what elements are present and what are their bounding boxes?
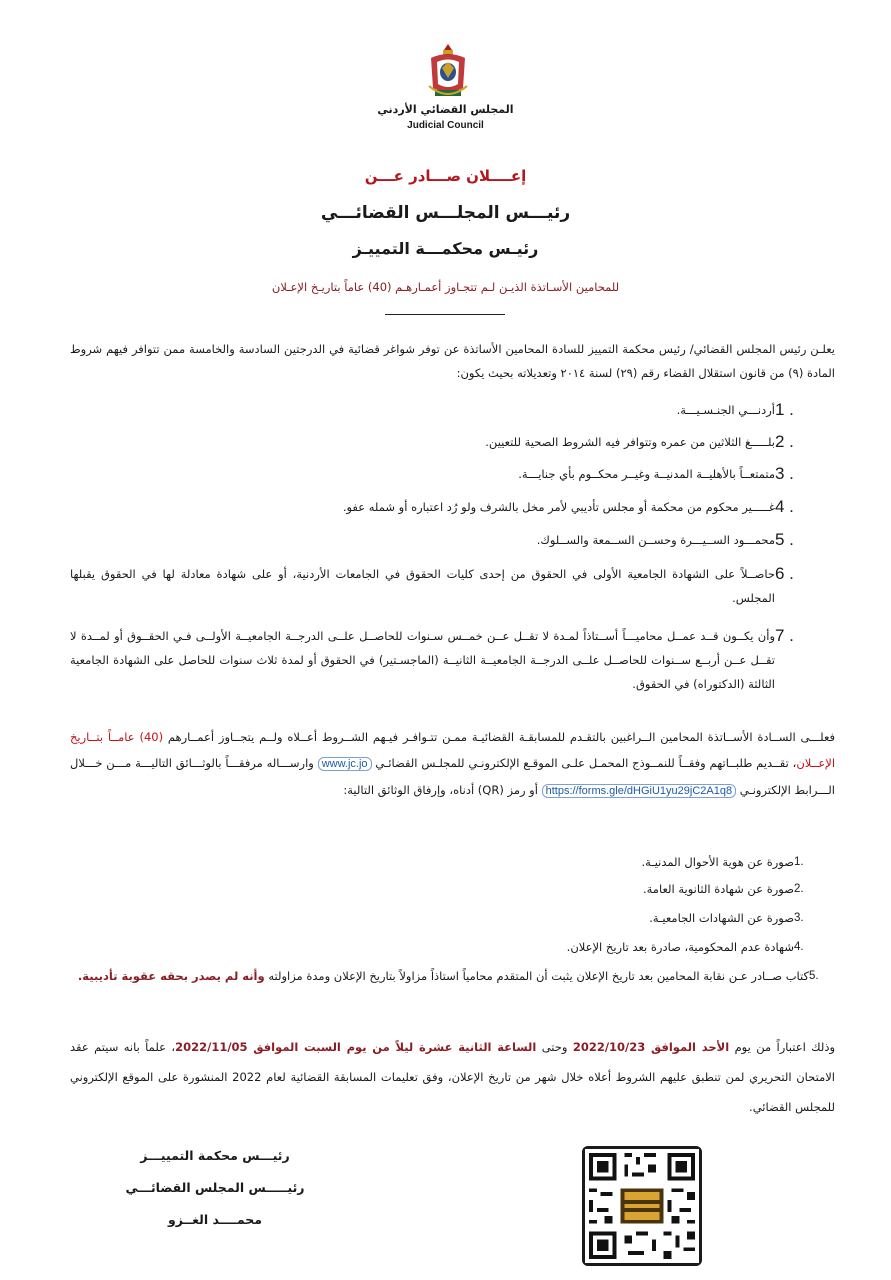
notice-text: فعلـــى الســادة الأســاتذة المحامين الــراغبين بالتقـدم للمسابقـة القضائيـة ممـن تتـوافـر فيـهم الشــروط أعــلاه ولــم يتجــاوز أعمــارهم [167,730,836,744]
document-item [70,905,820,931]
document-text: صورة عن هوية الأحوال المدنيـة. [641,855,794,869]
condition-item [70,398,805,422]
application-notice [70,724,835,804]
condition-number: 1 . [775,400,794,419]
condition-number: 3 . [775,464,794,483]
condition-text: بلـــــغ الثلاثين من عمره وتتوافر فيه الشروط الصحية للتعيين. [485,435,775,449]
document-number: 2. [794,883,804,895]
document-item [62,963,835,989]
condition-number: 4 . [775,497,794,516]
condition-number: 2 . [775,432,794,451]
qr-code-icon [585,1149,699,1263]
condition-number: 5 . [775,530,794,549]
document-text: شهادة عدم المحكومية، صادرة بعد تاريخ الإعلان. [566,940,794,954]
condition-text: غـــــير محكوم من محكمة أو مجلس تأديبي لأمر مخل بالشرف ولو رُد اعتباره أو شمله عفو. [342,500,775,514]
condition-number: 7 . [775,626,794,645]
divider [385,314,505,315]
notice-text: وارســـاله مرفقـــاً بالوثـــائق التاليـــة مـــن خـــلال الـــرابط الإلكترونـي [70,756,835,797]
closing-text: وذلك اعتباراً من يوم [734,1040,836,1054]
condition-text: متمتعــاً بالأهليــة المدنيــة وغيــر محكــوم بأي جنايـــة. [518,467,775,481]
document-text: صورة عن الشهادات الجامعيـة. [649,911,794,925]
closing-paragraph [70,1032,835,1122]
document-number: 4. [794,941,804,953]
signature-name: محمــــد الغــزو [168,1212,262,1227]
issuer-title-council: رئيـــس المجلـــس القضائـــي [320,203,571,223]
document-number: 3. [794,912,804,924]
document-item [70,934,820,960]
announcement-subtitle: للمحامين الأسـاتذة الذيـن لـم تتجـاوز أعمـارهـم (40) عاماً بتاريـخ الإعـلان [271,280,620,294]
closing-text: وحتى [541,1040,568,1054]
document-item [70,849,820,875]
council-name-arabic: المجلس القضائي الأردني [377,103,514,116]
age-limit-highlight: (40) عامــاً بتــاريخ الإعــلان [70,730,836,770]
notice-text: ، تقــديم طلبــاتهم وفقــاً للنمــوذج المحمـل علـى الموقـع الإلكترونـي للمجلـس القضائـي [375,756,797,770]
end-date-highlight: الساعة الثانية عشرة ليلاً من يوم السبت الموافق 2022/11/05 [175,1040,537,1054]
document-number: 5. [809,970,819,982]
start-date-highlight: الأحد الموافق 2022/10/23 [572,1040,730,1054]
document-text: صورة عن شهادة الثانوية العامة. [642,882,794,896]
no-disciplinary-penalty-clause: وأنه لم يصدر بحقه عقوبة تأديبية. [77,969,265,983]
condition-text: محمـــود الســيـــرة وحســن الســمعة والســلوك. [536,533,775,547]
qr-code[interactable] [582,1146,702,1266]
condition-item [70,562,805,610]
condition-item [70,430,805,454]
document-item [70,876,820,902]
council-name-english: Judicial Council [407,120,484,131]
website-link[interactable]: www.jc.jo [318,757,372,771]
notice-text: أو رمز (QR) أدناه، وإرفاق الوثائق التالية: [343,783,538,797]
condition-text: وأن يكــون قــد عمــل محاميـــاً أســتاذاً لمـدة لا تقــل عــن خمــس سـنوات للحاصــل علــى الدرجــة الجامعيــة الأولــى فـي الحقــوق أو لمــدة لا تقــل عــن أربــع ســنوات للحاصــل علــى الدرجــة الجامعيــة الثانيــة (الماجسـتير) في الحقوق أو لمدة ثلاث سنوات للحاصل على الشهادة الجامعية الثالثة (الدكتوراه) في الحقوق. [70,629,775,691]
announcement-label: إعــــلان صـــادر عـــن [364,167,527,185]
signature-council-president: رئيـــــس المجلس القضائـــي [125,1180,305,1195]
application-form-link[interactable]: https://forms.gle/dHGiU1yu29jC2A1q8 [542,784,736,798]
document-text [62,963,809,989]
signature-court-president: رئيـــس محكمة التمييـــز [140,1148,290,1163]
document-text-main: كتاب صــادر عـن نقابة المحامين بعد تاريخ الإعلان يثبت أن المتقدم محامياً استاذاً مزاولاً بتاريخ الإعلان ومدة مزاولته [268,969,809,983]
intro-paragraph: يعلـن رئيس المجلس القضائي/ رئيس محكمة التمييز للسادة المحامين الأساتذة عن توفر شواغر قضائية في الدرجتين السادسة والخامسة ممن تتوافر فيهم شروط المادة (٩) من قانون استقلال القضاء رقم (٢٩) لسنة ٢٠١٤ وتعديلاته بحيث يكون: [70,342,835,380]
condition-text: حاصــلاً على الشهادة الجامعية الأولى في الحقوق من إحدى كليات الحقوق في الجامعات الأردنية، أو على شهادة معادلة لها في الحقوق يقبلها المجلس. [70,567,775,605]
condition-item [70,495,805,519]
condition-number: 6 . [775,564,794,583]
document-number: 1. [794,856,804,868]
condition-text: أردنـــي الجنـسـيـــة. [676,403,775,417]
issuer-title-court: رئيـس محكمـــة التمييـز [352,239,539,258]
condition-item [70,624,805,696]
condition-item [70,462,805,486]
closing-text: ، علماً بانه سيتم عقد الامتحان التحريري لمن تنطبق عليهم الشروط أعلاه خلال شهر من تاريخ الإعلان، وفق تعليمات المسابقة القضائية لعام 2022 المنشورة على الموقع الإلكتروني للمجلس القضائي. [70,1040,835,1114]
condition-item [70,528,805,552]
jordan-coat-of-arms-icon [425,42,471,100]
